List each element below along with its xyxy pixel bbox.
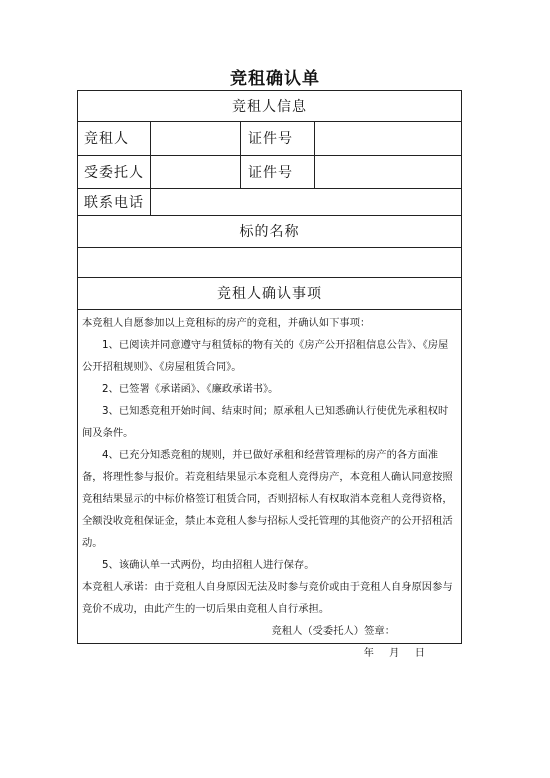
- terms-pledge: 本竞租人承诺：由于竞租人自身原因无法及时参与竞价或由于竞租人自身原因参与竞价不成功，由此产生的一切后果由竞租人自行承担。: [82, 581, 453, 615]
- label-phone: 联系电话: [84, 194, 144, 211]
- terms-item-5: 5、该确认单一式两份，均由招租人进行保存。: [102, 559, 315, 571]
- input-bidder[interactable]: [152, 121, 238, 155]
- date-line: 年 月 日: [363, 647, 425, 659]
- input-bidder-id[interactable]: [316, 121, 461, 155]
- section-subject-name: 标的名称: [239, 224, 300, 240]
- section-confirm-items: 竞租人确认事项: [217, 286, 322, 302]
- section-bidder-info: 竞租人信息: [232, 99, 307, 115]
- input-phone[interactable]: [152, 188, 461, 215]
- signature-line: 竞租人（受委托人）签章：: [271, 625, 395, 637]
- row-divider: [78, 309, 461, 310]
- label-id-number-bidder: 证件号: [248, 131, 293, 147]
- input-subject-name[interactable]: [84, 247, 459, 277]
- label-trustee: 受委托人: [84, 164, 144, 181]
- label-bidder: 竞租人: [84, 131, 129, 147]
- column-divider: [150, 121, 151, 215]
- column-divider: [240, 121, 241, 188]
- input-trustee-id[interactable]: [316, 155, 461, 188]
- terms-item-2: 2、已签署《承诺函》、《廉政承诺书》。: [102, 383, 279, 395]
- confirmation-form: [77, 90, 462, 659]
- terms-item-3: 3、已知悉竞租开始时间、结束时间；原承租人已知悉确认行使优先承租权时间及条件。: [82, 405, 449, 439]
- confirmation-terms: [82, 312, 457, 664]
- terms-item-1: 1、已阅读并同意遵守与租赁标的物有关的《房产公开招租信息公告》、《房屋公开招租规则》、《房屋租赁合同》。: [82, 339, 449, 373]
- column-divider: [314, 121, 315, 188]
- label-id-number-trustee: 证件号: [248, 164, 293, 181]
- terms-item-4: 4、已充分知悉竞租的规则，并已做好承租和经营管理标的房产的各方面准备，将理性参与报价。若竞租结果显示本竞租人竞得房产，本竞租人确认同意按照竞租结果显示的中标价格签订租赁合同，否则招标人有权取消本竞租人竞得资格，全额没收竞租保证金，禁止本竞租人参与招标人受托管理的其他资产的公开招租活动。: [82, 449, 453, 549]
- terms-intro: 本竞租人自愿参加以上竞租标的房产的竞租，并确认如下事项：: [82, 317, 371, 329]
- page-title: 竞租确认单: [230, 69, 320, 89]
- input-trustee[interactable]: [152, 155, 238, 188]
